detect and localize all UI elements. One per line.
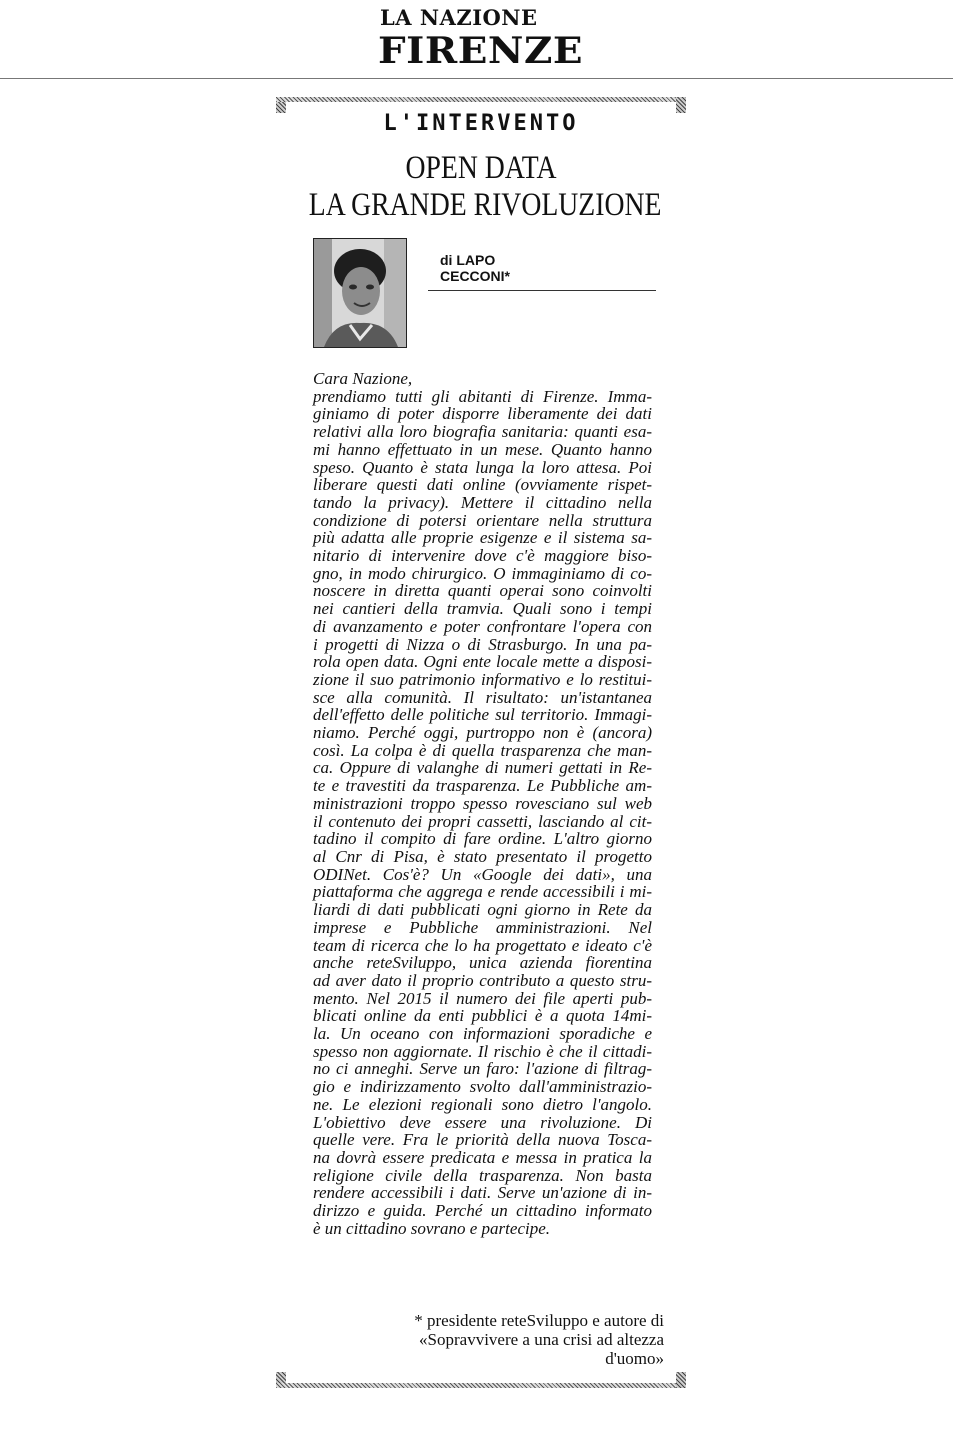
- body-line: spesso non aggiornate. Il rischio è che il cittadi-: [313, 1041, 652, 1061]
- body-line: ad aver dato il proprio contributo a questo stru-: [313, 970, 652, 990]
- author-photo: [313, 238, 407, 348]
- body-line: ca. Oppure di valanghe di numeri gettati in Re-: [313, 758, 652, 778]
- body-line: dirizzo e guida. Perché un cittadino informato: [313, 1201, 652, 1221]
- body-line: al Cnr di Pisa, è stato presentato il progetto: [313, 846, 652, 866]
- body-line: mento. Nel 2015 il numero dei file aperti pub-: [313, 988, 652, 1008]
- footnote-line: * presidente reteSviluppo e autore di: [414, 1311, 664, 1330]
- headline-line: LA GRANDE RIVOLUZIONE: [308, 187, 662, 223]
- body-line: nei cantieri della tramvia. Quali sono i tempi: [313, 599, 652, 619]
- footnote-line: d'uomo»: [605, 1349, 664, 1368]
- body-line: ODINet. Cos'è? Un «Google dei dati», una: [313, 864, 652, 884]
- byline-line: di LAPO: [440, 252, 496, 268]
- body-line: liardi di dati pubblicati ogni giorno in Rete da: [313, 900, 652, 920]
- body-line: ministrazioni troppo spesso rovesciano sul web: [313, 793, 652, 813]
- body-line: rola open data. Ogni ente locale mette a disposi-: [313, 652, 652, 672]
- article-headline: [276, 150, 686, 224]
- body-line: gno, in modo chirurgico. O immaginiamo di co-: [313, 563, 652, 583]
- author-byline: [440, 252, 580, 284]
- body-line: tando la privacy). Mettere il cittadino nella: [313, 492, 652, 512]
- masthead-divider: [0, 78, 953, 79]
- body-line: giniamo di poter disporre liberamente dei dati: [313, 404, 652, 424]
- body-line: na dovrà essere predicata e messa in pratica la: [313, 1147, 652, 1167]
- hatched-rule: [276, 97, 686, 102]
- body-line: mi hanno effettuato in un mese. Quanto hanno: [313, 439, 652, 459]
- section-kicker: L'INTERVENTO: [383, 111, 579, 136]
- body-line: quelle vere. Fra le priorità della nuova Tosca-: [313, 1130, 652, 1150]
- body-line: così. La colpa è di quella trasparenza che man-: [313, 740, 652, 760]
- body-line: noscere in diretta quanti operai sono coinvolti: [313, 581, 652, 601]
- headline-line: OPEN DATA: [405, 150, 557, 186]
- body-line: di avanzamento e poter confrontare l'opera con: [313, 616, 652, 636]
- body-line: team di ricerca che lo ha progettato e ideato c'è: [313, 935, 652, 955]
- body-line: imprese e Pubbliche amministrazioni. Nel: [313, 917, 652, 937]
- corner-ornament-right: [676, 1372, 686, 1388]
- masthead: [0, 0, 953, 80]
- body-line: la. Un oceano con informazioni sporadiche e: [313, 1024, 652, 1044]
- body-line: sce alla comunità. Il risultato: un'istantanea: [313, 687, 652, 707]
- body-line: ne. Le elezioni regionali sono dietro l'angolo.: [313, 1094, 652, 1114]
- body-line: è un cittadino sovrano e partecipe.: [313, 1218, 551, 1238]
- author-footnote: [356, 1311, 664, 1368]
- hatched-rule: [276, 1383, 686, 1388]
- body-line: Cara Nazione,: [313, 369, 413, 388]
- body-line: dell'effetto delle politiche sul territorio. Immagi-: [313, 705, 652, 725]
- body-line: blicati online da enti pubblici è a quota 14mi-: [313, 1006, 652, 1026]
- article-body: [313, 370, 652, 1237]
- body-line: nitario di intervenire dove c'è maggiore biso-: [313, 546, 652, 566]
- body-line: religione civile della trasparenza. Non basta: [313, 1165, 652, 1185]
- byline-line: CECCONI*: [440, 268, 511, 284]
- author-portrait-image: [314, 239, 406, 347]
- body-line: condizione di potersi orientare nella struttura: [313, 510, 652, 530]
- body-line: zione il suo patrimonio informativo e lo restitui-: [313, 669, 652, 689]
- byline-divider: [428, 290, 656, 291]
- body-line: relativi alla loro biografia sanitaria: quanti esa-: [313, 422, 652, 442]
- article-box-bottom-border: [276, 1372, 686, 1388]
- edition-city: FIRENZE: [378, 30, 584, 72]
- newspaper-name: LA NAZIONE: [380, 5, 538, 30]
- body-line: anche reteSviluppo, unica azienda fiorentina: [313, 953, 652, 973]
- body-line: più adatta alle proprie esigenze e il sistema sa-: [313, 528, 652, 548]
- body-line: te e travestiti da trasparenza. Le Pubbliche am-: [313, 776, 652, 796]
- body-line: no ci anneghi. Serve un faro: l'azione di filtrag-: [313, 1059, 652, 1079]
- body-line: piattaforma che aggrega e rende accessibili i mi-: [313, 882, 652, 902]
- body-line: tadino il compito di fare ordine. L'altro giorno: [313, 829, 652, 849]
- footnote-line: «Sopravvivere a una crisi ad altezza: [419, 1330, 664, 1349]
- body-line: L'obiettivo deve essere una rivoluzione. Di: [313, 1112, 652, 1132]
- body-line: rendere accessibili i dati. Serve un'azione di in-: [313, 1183, 652, 1203]
- body-line: niamo. Perché oggi, purtroppo non è (ancora): [313, 723, 652, 743]
- body-line: speso. Quanto è stata lunga la loro attesa. Poi: [313, 457, 652, 477]
- body-line: i progetti di Nizza o di Strasburgo. In una pa-: [313, 634, 652, 654]
- body-line: prendiamo tutti gli abitanti di Firenze. Imma-: [313, 386, 652, 406]
- body-line: gio e indirizzamento svolto dall'amministrazio-: [313, 1077, 652, 1097]
- body-line: liberare questi dati online (ovviamente rispet-: [313, 475, 652, 495]
- body-line: il contenuto dei propri cassetti, lasciando al cit-: [313, 811, 652, 831]
